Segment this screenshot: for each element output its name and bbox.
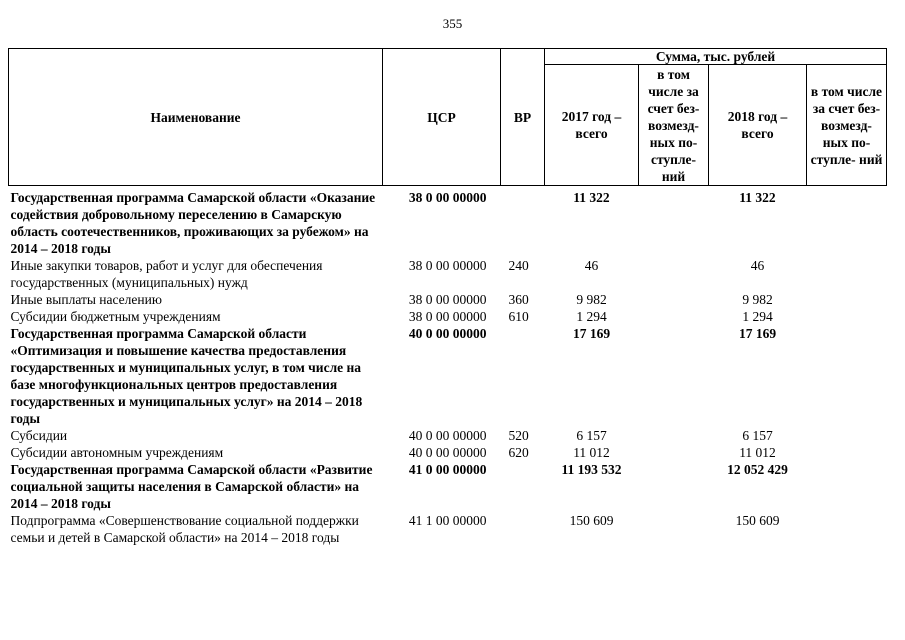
header-sum-group: Сумма, тыс. рублей <box>545 49 887 65</box>
row-2018-total-cell: 12 052 429 <box>727 462 788 477</box>
row-2018-total-cell: 9 982 <box>742 292 773 307</box>
row-2017-free-cell <box>639 291 709 308</box>
row-name-cell: Подпрограмма «Совершенствование социальной поддержки семьи и детей в Самарской области» на 2014 – 2018 годы <box>10 513 359 545</box>
table-row <box>9 427 887 444</box>
row-csr-cell: 41 0 00 00000 <box>408 462 487 477</box>
row-2018-free-cell <box>807 461 887 512</box>
row-name-cell: Государственная программа Самарской области «Оптимизация и повышение качества предоставления государственных и муниципальных услуг, в том числе на базе многофункциональных центров предоставления государственных и муниципальных услуг» на 2014 – 2018 годы <box>10 326 363 426</box>
row-name-cell: Иные закупки товаров, работ и услуг для обеспечения государственных (муниципальных) нужд <box>10 258 323 290</box>
row-2017-free-cell <box>639 186 709 258</box>
row-vr-cell: 520 <box>508 428 529 443</box>
row-2017-free-cell <box>639 257 709 291</box>
row-name-cell: Субсидии бюджетным учреждениям <box>10 309 221 324</box>
row-2018-total-cell: 6 157 <box>742 428 773 443</box>
header-2018-total: 2018 год – всего <box>709 65 807 186</box>
row-vr-cell: 240 <box>508 258 529 273</box>
row-vr-cell <box>501 512 545 546</box>
table-header <box>9 49 887 186</box>
row-name-cell: Субсидии <box>10 428 68 443</box>
row-csr-cell: 40 0 00 00000 <box>408 445 487 460</box>
row-2017-total-cell: 11 193 532 <box>561 462 622 477</box>
table-row <box>9 308 887 325</box>
row-csr-cell: 40 0 00 00000 <box>408 326 487 341</box>
table-row <box>9 444 887 461</box>
table-body <box>9 186 887 547</box>
row-2018-total-cell: 150 609 <box>735 513 780 528</box>
row-2018-total-cell: 1 294 <box>742 309 773 324</box>
row-csr-cell: 40 0 00 00000 <box>408 428 487 443</box>
header-vr: ВР <box>501 49 545 186</box>
row-2017-total-cell: 6 157 <box>576 428 607 443</box>
header-2017-free: в том числе за счет без- возмезд- ных по- ступле- ний <box>639 65 709 186</box>
table-row <box>9 512 887 546</box>
table-row <box>9 257 887 291</box>
row-vr-cell: 360 <box>508 292 529 307</box>
row-2017-total-cell: 11 322 <box>573 190 610 205</box>
row-2018-total-cell: 11 322 <box>739 190 776 205</box>
row-2017-free-cell <box>639 325 709 427</box>
row-2018-free-cell <box>807 512 887 546</box>
row-name-cell: Иные выплаты населению <box>10 292 162 307</box>
row-2017-total-cell: 150 609 <box>569 513 614 528</box>
row-vr-cell <box>501 325 545 427</box>
row-csr-cell: 38 0 00 00000 <box>408 292 487 307</box>
row-vr-cell: 610 <box>508 309 529 324</box>
row-2018-total-cell: 11 012 <box>739 445 776 460</box>
row-2018-free-cell <box>807 257 887 291</box>
header-2017-total: 2017 год – всего <box>545 65 639 186</box>
row-csr-cell: 38 0 00 00000 <box>408 190 487 205</box>
row-2017-free-cell <box>639 427 709 444</box>
row-2018-total-cell: 46 <box>750 258 765 273</box>
row-2017-total-cell: 9 982 <box>576 292 607 307</box>
table-row <box>9 186 887 258</box>
row-vr-cell: 620 <box>508 445 529 460</box>
page-number: 355 <box>442 16 463 31</box>
row-2017-total-cell: 46 <box>584 258 599 273</box>
header-csr: ЦСР <box>383 49 501 186</box>
row-name-cell: Субсидии автономным учреждениям <box>10 445 224 460</box>
row-2017-free-cell <box>639 512 709 546</box>
header-2018-free: в том числе за счет без- возмезд- ных по- ступле- ний <box>807 65 887 186</box>
row-2018-total-cell: 17 169 <box>738 326 777 341</box>
row-csr-cell: 38 0 00 00000 <box>408 309 487 324</box>
table-row <box>9 461 887 512</box>
row-2018-free-cell <box>807 291 887 308</box>
row-vr-cell <box>501 461 545 512</box>
row-2017-free-cell <box>639 308 709 325</box>
row-2018-free-cell <box>807 186 887 258</box>
row-2017-total-cell: 1 294 <box>576 309 607 324</box>
table-row <box>9 291 887 308</box>
row-2017-free-cell <box>639 444 709 461</box>
row-2018-free-cell <box>807 444 887 461</box>
row-2018-free-cell <box>807 427 887 444</box>
row-2017-free-cell <box>639 461 709 512</box>
row-csr-cell: 41 1 00 00000 <box>408 513 487 528</box>
row-2017-total-cell: 11 012 <box>573 445 610 460</box>
header-name: Наименование <box>9 49 383 186</box>
row-2017-total-cell: 17 169 <box>572 326 611 341</box>
budget-table <box>8 48 887 546</box>
row-name-cell: Государственная программа Самарской области «Развитие социальной защиты населения в Самарской области» на 2014 – 2018 годы <box>10 462 373 511</box>
row-2018-free-cell <box>807 325 887 427</box>
table-row <box>9 325 887 427</box>
row-2018-free-cell <box>807 308 887 325</box>
row-csr-cell: 38 0 00 00000 <box>408 258 487 273</box>
row-name-cell: Государственная программа Самарской области «Оказание содействия добровольному переселению в Самарскую область соотечественников, проживающих за рубежом» на 2014 – 2018 годы <box>10 190 376 256</box>
row-vr-cell <box>501 186 545 258</box>
